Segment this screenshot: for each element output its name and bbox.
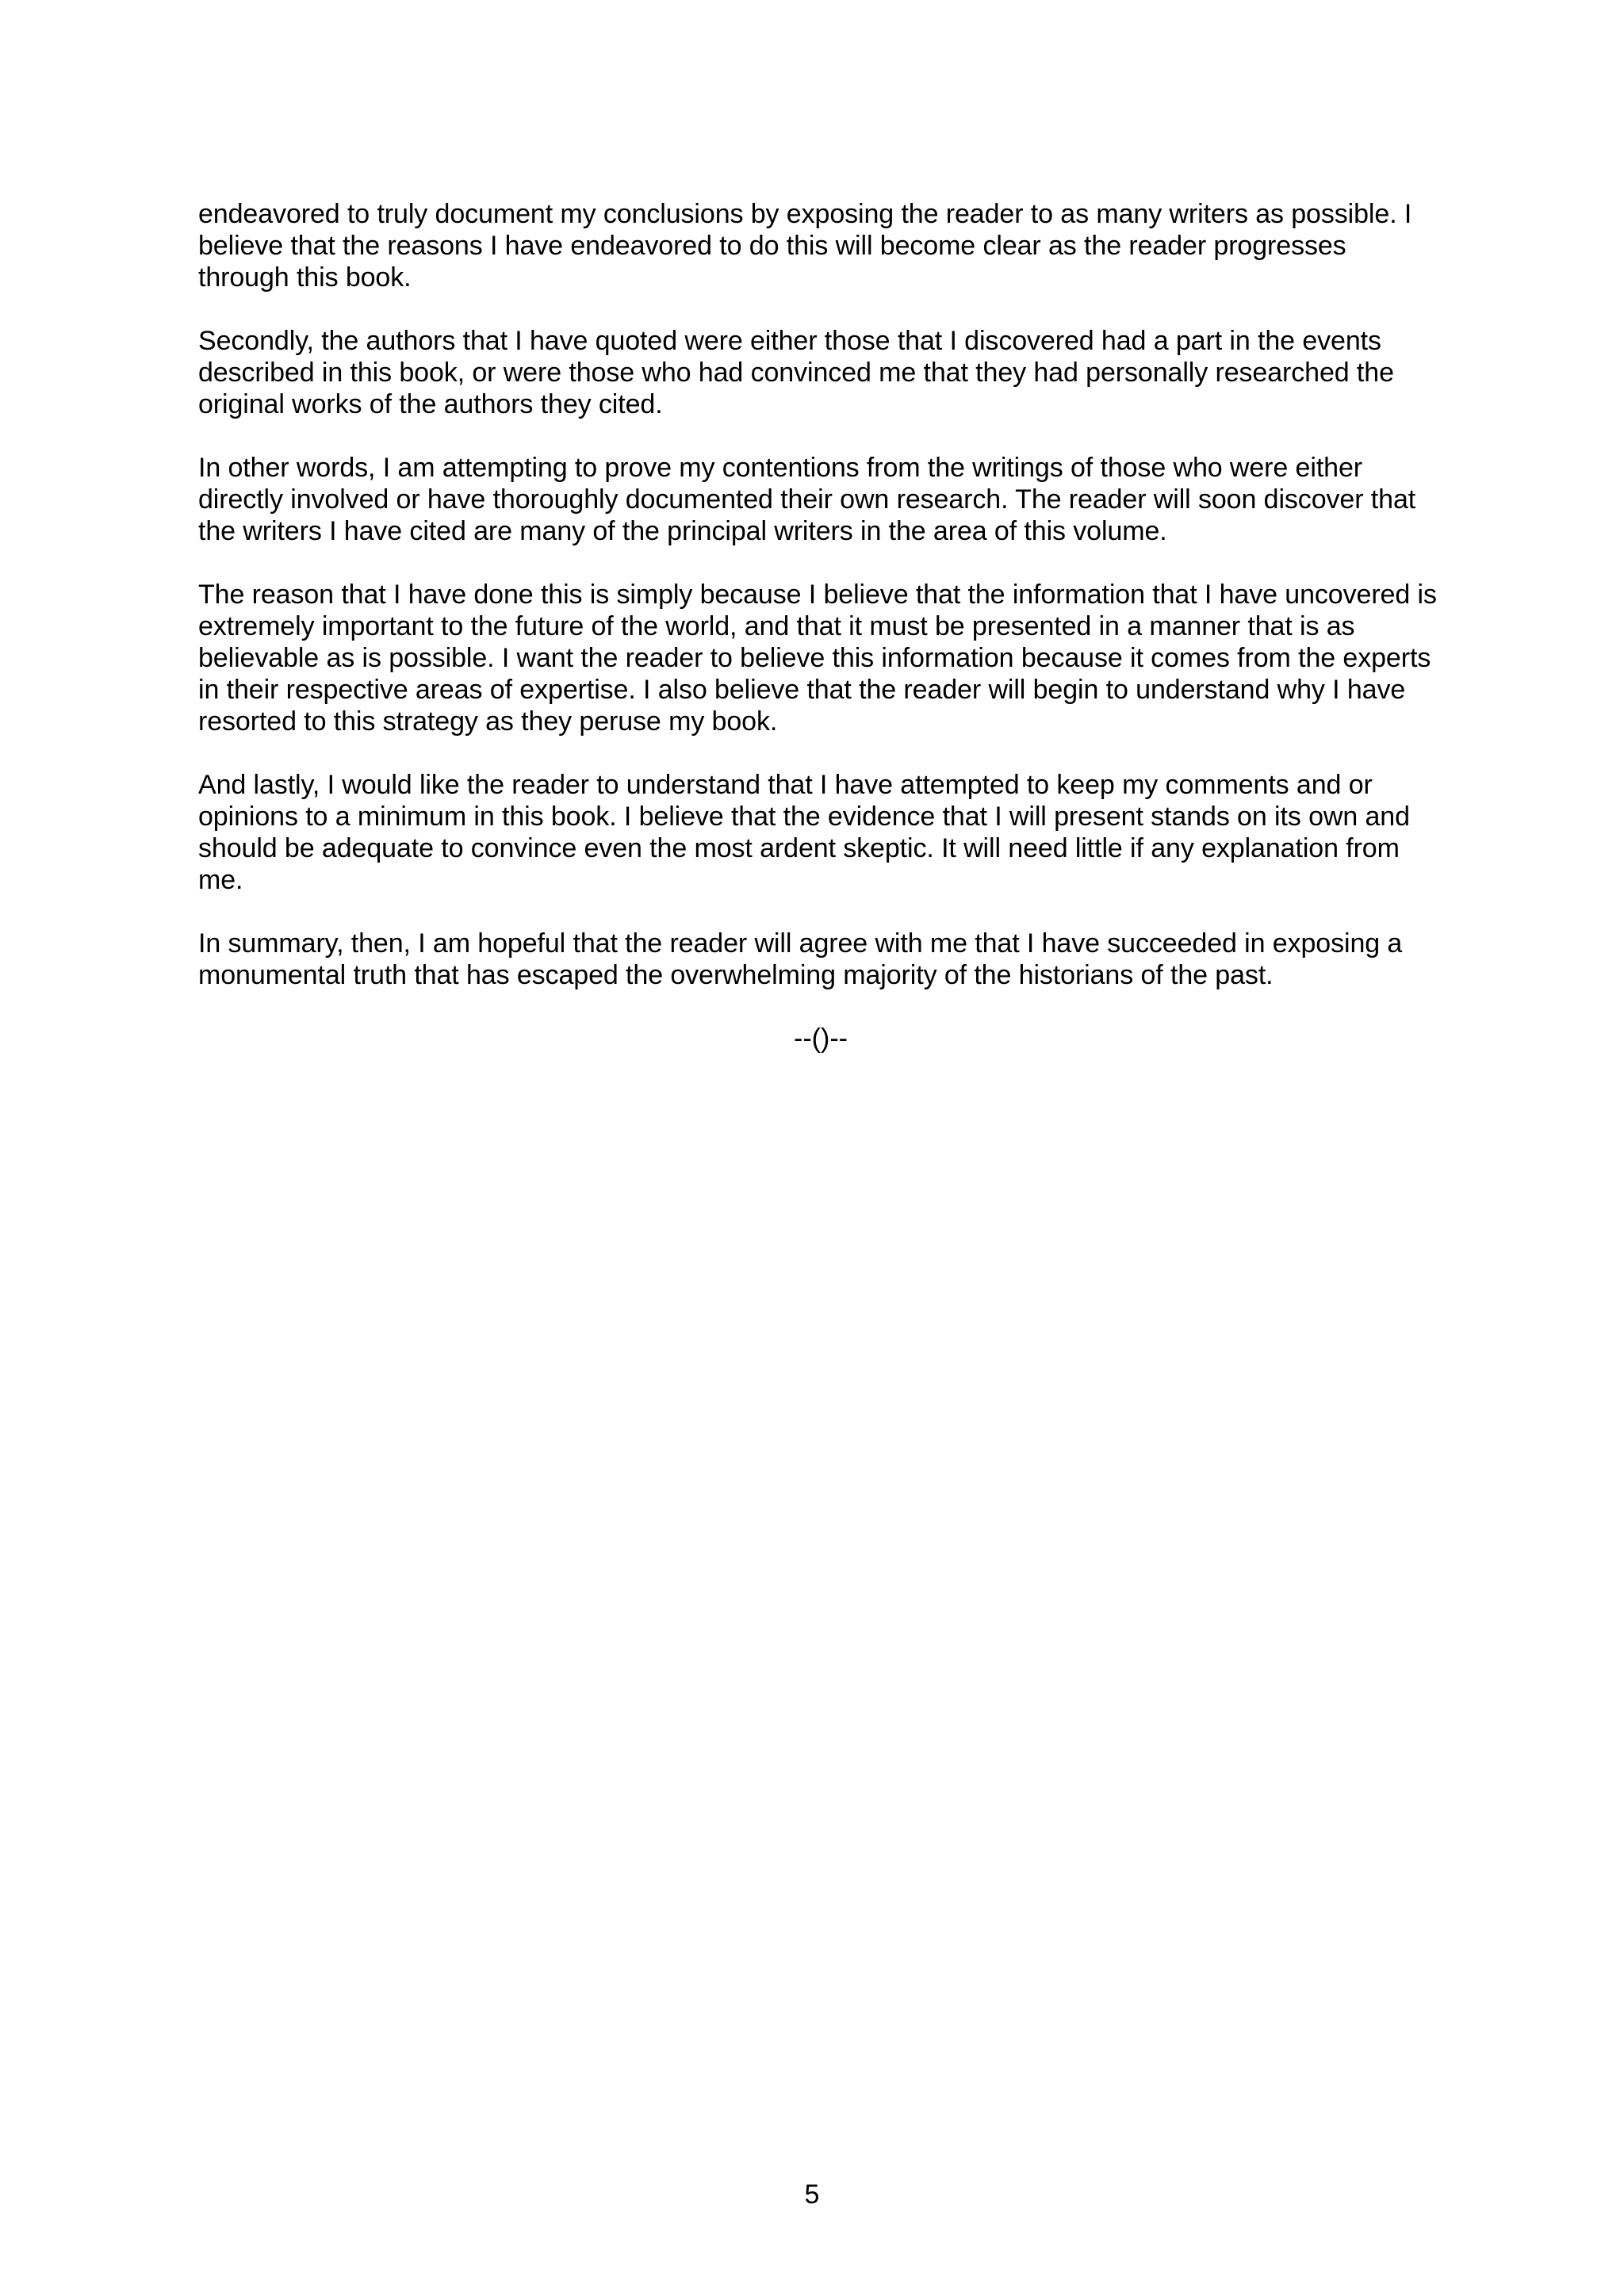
paragraph: In other words, I am attempting to prove my contentions from the writings of those who were either directly involved or have thoroughly documented their own research. The reader will soon discover that the writers I have cited are many of the principal writers in the area of this volume. [198, 453, 1416, 546]
paragraph: The reason that I have done this is simply because I believe that the information that I have uncovered is extremely important to the future of the world, and that it must be presented in a manner that is as believable as is possible. I want the reader to believe this information because it comes from the experts in their respective areas of expertise. I also believe that the reader will begin to understand why I have resorted to this strategy as they peruse my book. [198, 580, 1437, 737]
paragraph: endeavored to truly document my conclusions by exposing the reader to as many writers as possible. I believe that the reasons I have endeavored to do this will become clear as the reader progresses through this book. [198, 199, 1412, 293]
paragraph: And lastly, I would like the reader to understand that I have attempted to keep my comments and or opinions to a minimum in this book. I believe that the evidence that I will present stands on its own and should be adequate to convince even the most ardent skeptic. It will need little if any explanation from me. [198, 770, 1410, 895]
paragraph: In summary, then, I am hopeful that the reader will agree with me that I have succeeded in exposing a monumental truth that has escaped the overwhelming majority of the historians of the past. [198, 928, 1403, 990]
page-number: 5 [804, 2179, 820, 2210]
body-text [198, 198, 1443, 1054]
section-separator: --()-- [794, 1024, 848, 1054]
paragraph: Secondly, the authors that I have quoted were either those that I discovered had a part in the events described in this book, or were those who had convinced me that they had personally researched the original works of the authors they cited. [198, 326, 1394, 419]
